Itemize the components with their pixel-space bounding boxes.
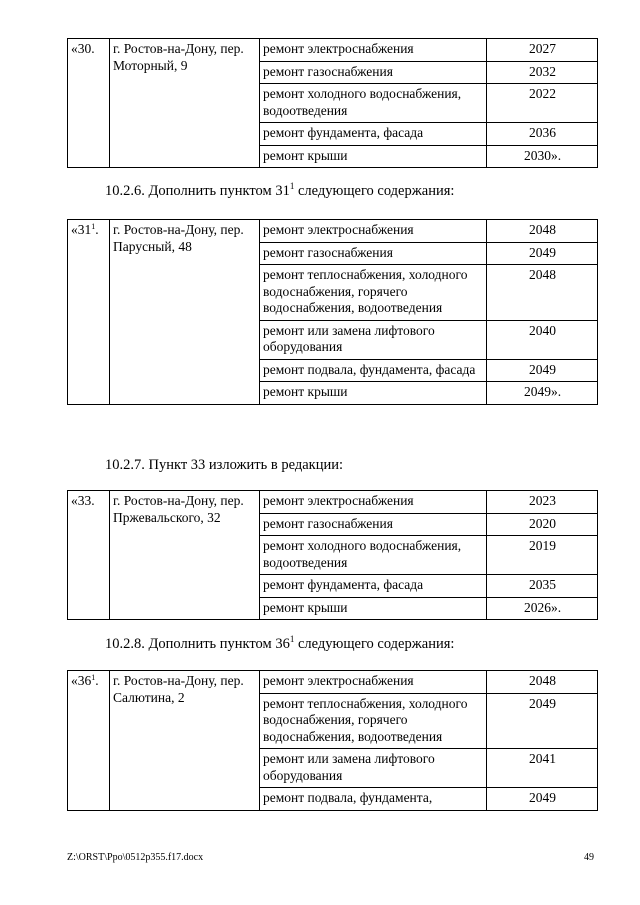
paragraph-10-2-6	[105, 182, 454, 200]
work-type: ремонт газоснабжения	[260, 61, 487, 84]
table-row	[68, 39, 598, 62]
work-year: 2048	[487, 671, 598, 694]
work-year: 2022	[487, 84, 598, 123]
paragraph-text: 10.2.7. Пункт 33 изложить в редакции:	[105, 457, 344, 473]
table-item-33	[67, 490, 598, 620]
table-item-30	[67, 38, 598, 168]
work-year: 2049	[487, 359, 598, 382]
work-type: ремонт газоснабжения	[260, 242, 487, 265]
work-type: ремонт подвала, фундамента, фасада	[260, 359, 487, 382]
work-year: 2019	[487, 536, 598, 575]
work-type: ремонт электроснабжения	[260, 39, 487, 62]
work-year: 2035	[487, 575, 598, 598]
work-year: 2049	[487, 693, 598, 749]
work-year: 2049».	[487, 382, 598, 405]
item-address: г. Ростов-на-Дону, пер. Пржевальского, 32	[110, 491, 260, 620]
superscript: 1	[289, 181, 295, 191]
work-type: ремонт холодного водоснабжения, водоотведения	[260, 536, 487, 575]
paragraph-text: 10.2.6. Дополнить пунктом 31	[105, 183, 290, 199]
page-number: 49	[584, 852, 594, 863]
work-type: ремонт теплоснабжения, холодного водоснабжения, горячего водоснабжения, водоотведения	[260, 265, 487, 321]
paragraph-text: 10.2.8. Дополнить пунктом 36	[105, 636, 290, 652]
footer-file-path: Z:\ORST\Ppo\0512p355.f17.docx	[67, 852, 204, 863]
work-year: 2048	[487, 220, 598, 243]
work-year: 2036	[487, 123, 598, 146]
work-year: 2041	[487, 749, 598, 788]
work-type: ремонт фундамента, фасада	[260, 575, 487, 598]
paragraph-10-2-7	[105, 456, 343, 474]
work-type: ремонт электроснабжения	[260, 491, 487, 514]
superscript: 1	[289, 634, 295, 644]
work-type: ремонт электроснабжения	[260, 671, 487, 694]
item-number: «$36^1$.	[68, 671, 110, 811]
work-year: 2048	[487, 265, 598, 321]
work-type: ремонт холодного водоснабжения, водоотведения	[260, 84, 487, 123]
work-year: 2020	[487, 513, 598, 536]
item-address: г. Ростов-на-Дону, пер. Моторный, 9	[110, 39, 260, 168]
paragraph-10-2-8	[105, 635, 454, 653]
work-year: 2030».	[487, 145, 598, 168]
item-address: г. Ростов-на-Дону, пер. Салютина, 2	[110, 671, 260, 811]
table-item-31-1	[67, 219, 598, 405]
work-year: 2049	[487, 788, 598, 811]
work-type: ремонт фундамента, фасада	[260, 123, 487, 146]
work-year: 2049	[487, 242, 598, 265]
work-year: 2040	[487, 320, 598, 359]
work-year: 2027	[487, 39, 598, 62]
item-number: «33.	[68, 491, 110, 620]
work-type: ремонт или замена лифтового оборудования	[260, 320, 487, 359]
work-type: ремонт крыши	[260, 145, 487, 168]
item-number: «$31^1$.	[68, 220, 110, 405]
work-type: ремонт крыши	[260, 597, 487, 620]
paragraph-text: следующего содержания:	[294, 183, 455, 199]
item-number: «30.	[68, 39, 110, 168]
paragraph-text: следующего содержания:	[294, 636, 455, 652]
work-year: 2023	[487, 491, 598, 514]
work-type: ремонт подвала, фундамента,	[260, 788, 487, 811]
work-type: ремонт электроснабжения	[260, 220, 487, 243]
work-year: 2032	[487, 61, 598, 84]
work-type: ремонт или замена лифтового оборудования	[260, 749, 487, 788]
table-item-36-1	[67, 670, 598, 811]
work-type: ремонт крыши	[260, 382, 487, 405]
item-address: г. Ростов-на-Дону, пер. Парусный, 48	[110, 220, 260, 405]
table-row	[68, 220, 598, 243]
table-row	[68, 491, 598, 514]
work-type: ремонт теплоснабжения, холодного водоснабжения, горячего водоснабжения, водоотведения	[260, 693, 487, 749]
table-row	[68, 671, 598, 694]
work-year: 2026».	[487, 597, 598, 620]
work-type: ремонт газоснабжения	[260, 513, 487, 536]
